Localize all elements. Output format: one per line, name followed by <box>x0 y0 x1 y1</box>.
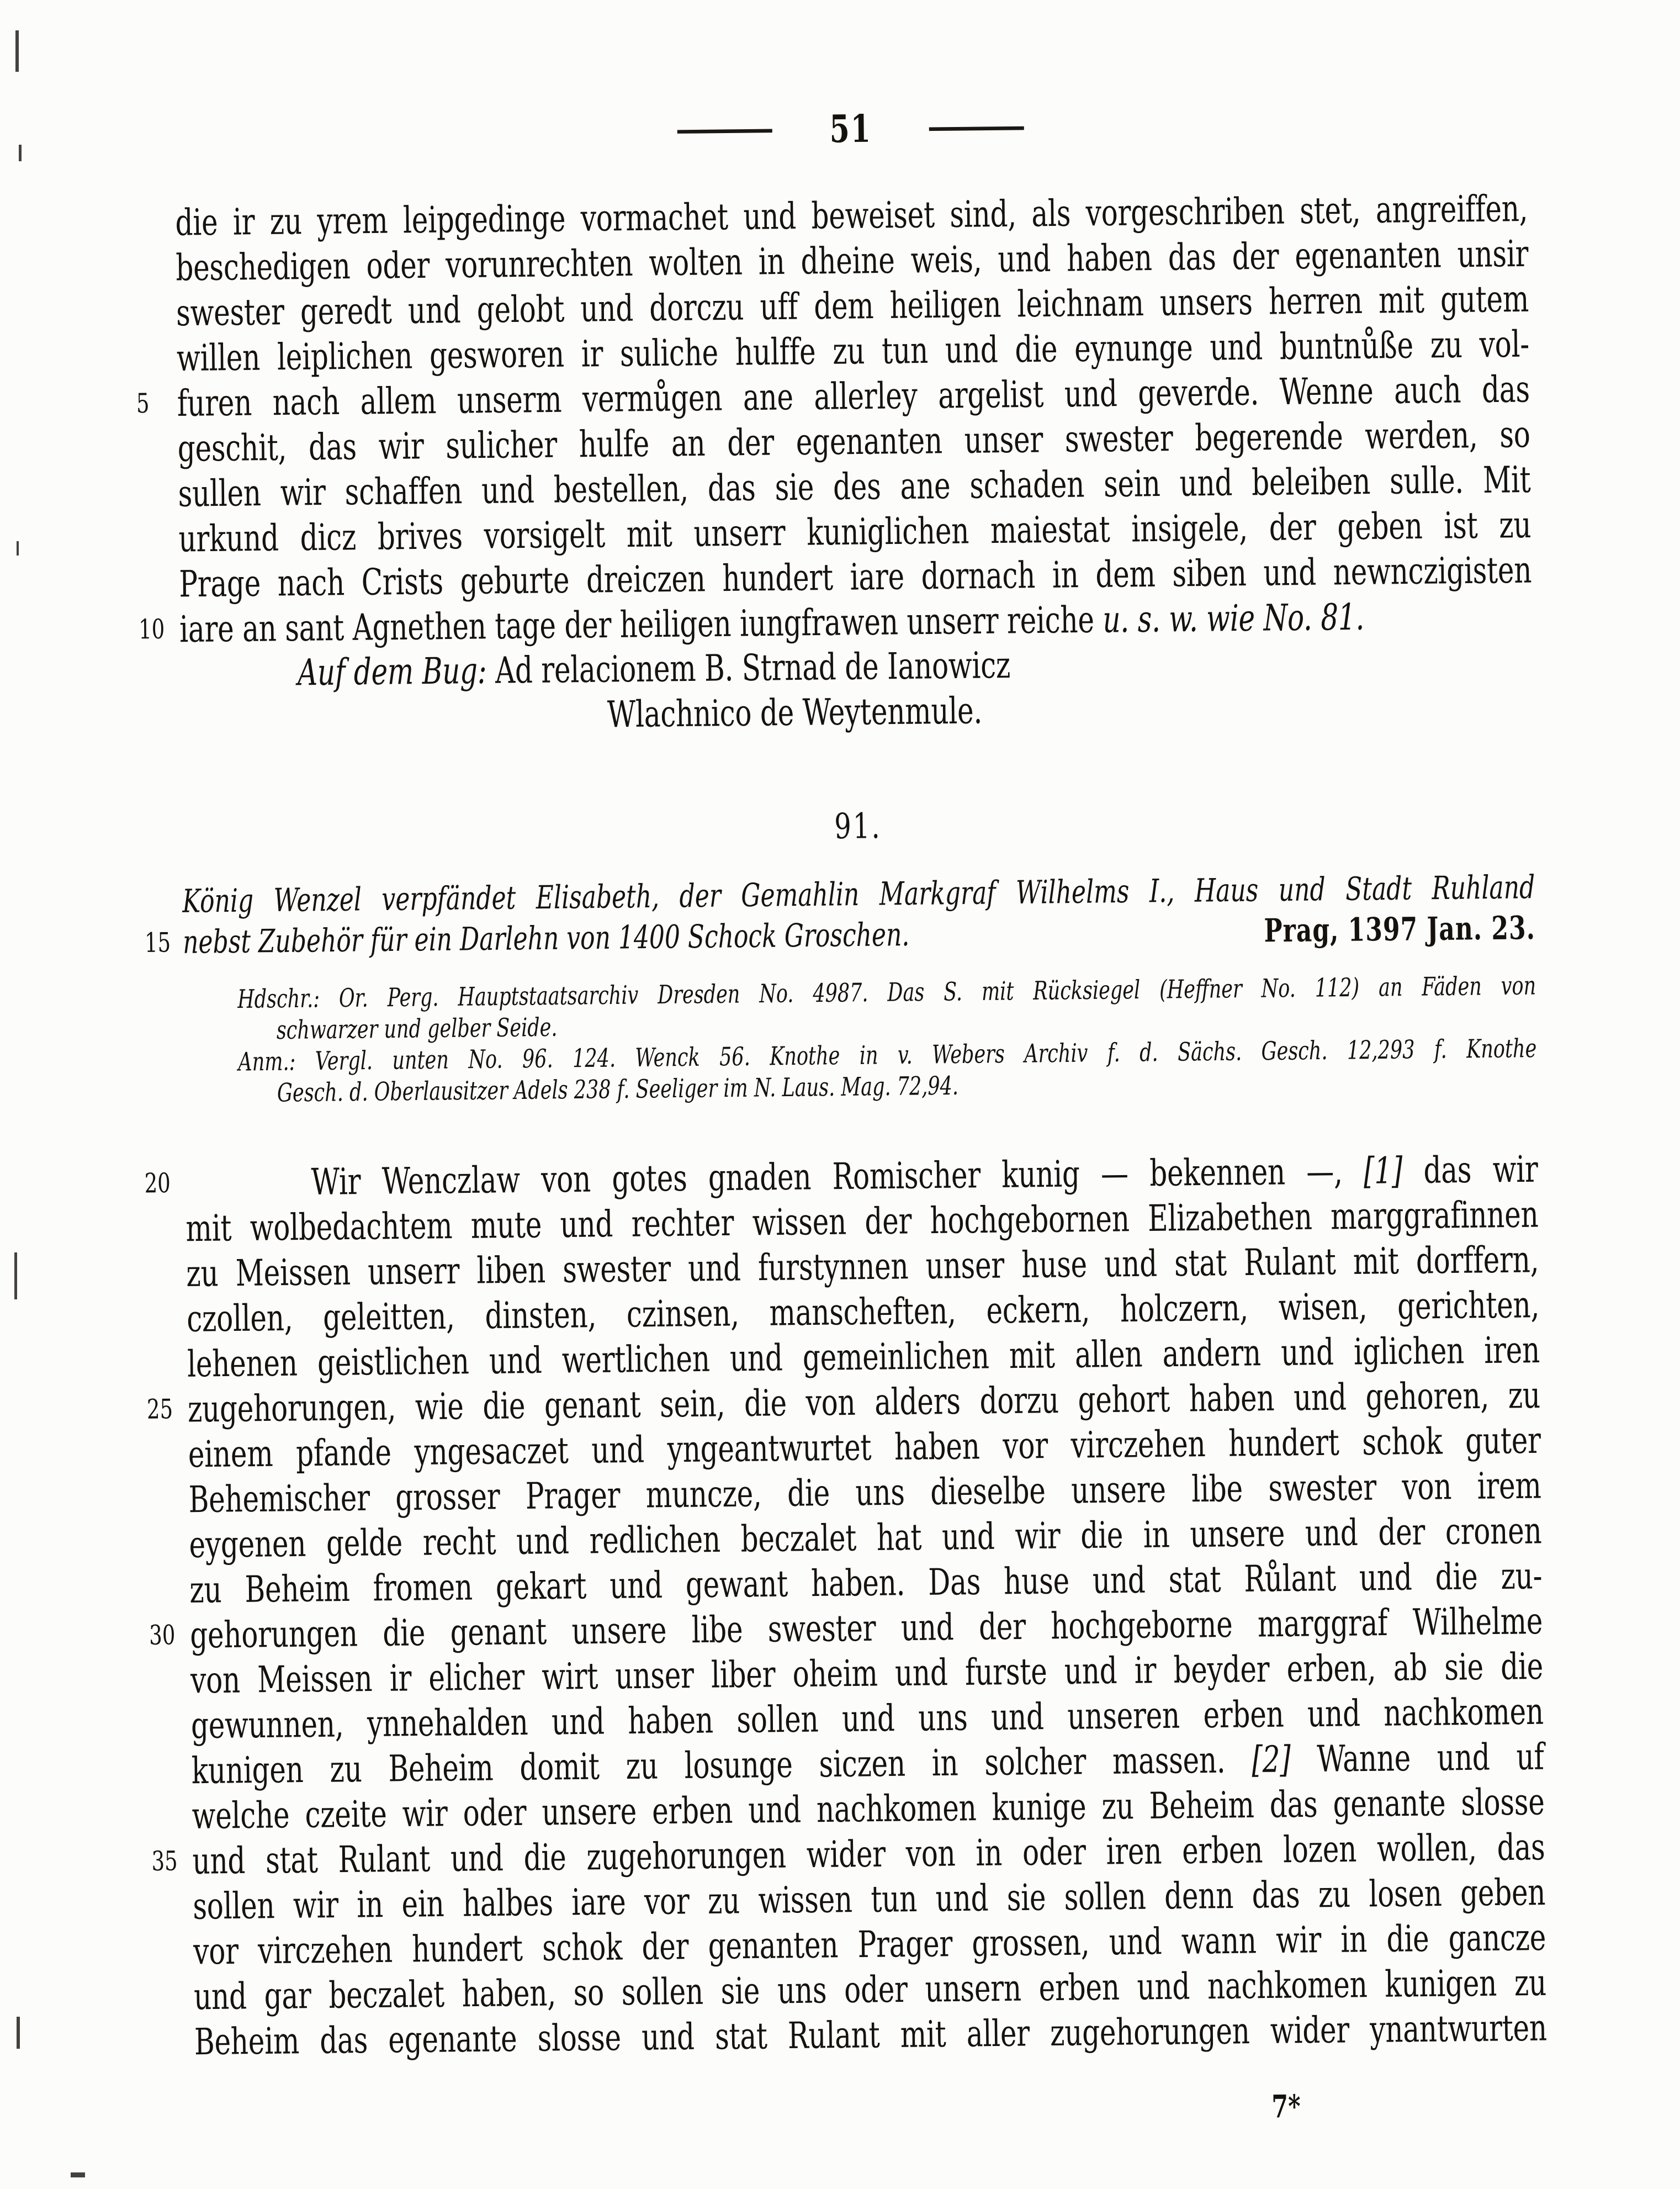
line-number <box>150 1703 179 1704</box>
line-number: 15 <box>144 927 171 959</box>
line-text: vor virczehen hundert schok der genanten Prager grossen, und wann wir in die gancze <box>193 1916 1546 1973</box>
line-text: willen leiplichen gesworen ir suliche hulffe zu tun und die eynunge und buntnůße zu vol- <box>176 322 1530 380</box>
charter-91-text <box>144 1146 1547 2064</box>
line-text: furen nach allem unserm vermůgen ane allerley argelist und geverde. Wenne auch das <box>177 368 1530 425</box>
line-text: iare an sant Agnethen tage der heiligen iungfrawen unserr reiche <box>179 598 1103 651</box>
line-number <box>135 290 164 291</box>
line-text: beschedigen oder vorunrechten wolten in dheine weis, und haben das der egenanten unsir <box>175 232 1529 289</box>
line-text: swester geredt und gelobt und dorczu uff dem heiligen leichnam unsers herren mit gutem <box>176 277 1529 335</box>
line-number <box>153 1974 182 1975</box>
line-number <box>134 200 163 201</box>
regest-summary <box>144 868 1536 963</box>
line-text: die ir zu yrem leipgedinge vormachet und beweiset sind, als vorgeschriben stet, angreiffen, <box>175 187 1528 244</box>
line-text-italic: u. s. w. wie No. 81. <box>1102 596 1365 641</box>
anm-text: Vergl. unten No. 96. 124. Wenck 56. Knothe in v. Webers Archiv f. d. Sächs. Gesch. 12,293 f. Knothe <box>315 1034 1537 1077</box>
line-number <box>145 1251 174 1252</box>
page-header <box>174 101 1527 158</box>
page-number: 51 <box>829 107 872 152</box>
line-text: zu Meissen unserr liben swester und furstynnen unser huse und stat Rulant mit dorffern, <box>186 1238 1539 1295</box>
line-text: zugehorungen, wie die genant sein, die von alders dorzu gehort haben und gehoren, zu <box>187 1374 1541 1431</box>
line-text: Wanne und uf <box>1290 1735 1545 1781</box>
bug-label: Auf dem Bug: <box>297 649 487 694</box>
line-text: welche czeite wir oder unsere erben und nachkomen kunige zu Beheim das genante slosse <box>192 1780 1545 1837</box>
line-text: urkund dicz brives vorsigelt mit unserr kuniglichen maiestat insigele, der geben ist zu <box>178 504 1531 561</box>
line-text: und stat Rulant und die zugehorungen wider von in oder iren erben lozen wollen, das <box>192 1826 1545 1883</box>
line-text: von Meissen ir elicher wirt unser liber oheim und furste und ir beyder erben, ab sie die <box>190 1645 1544 1702</box>
charter-number-heading: 91. <box>834 806 882 847</box>
line-number: 25 <box>146 1393 173 1425</box>
line-text: das wir <box>1402 1148 1538 1192</box>
line-number <box>135 245 163 246</box>
hdschr-label: Hdschr.: <box>237 984 320 1014</box>
line-text: sullen wir schaffen und bestellen, das sie des ane schaden sein und beleiben sulle. Mit <box>178 458 1531 515</box>
line-text: Beheim das egenante slosse und stat Rulant mit aller zugehorungen wider ynantwurten <box>194 2006 1547 2064</box>
hdschr-text-cont: schwarzer und gelber Seide. <box>276 1013 558 1046</box>
line-text: und gar beczalet haben, so sollen sie uns oder unsern erben und nachkomen kunigen zu <box>193 1961 1547 2018</box>
line-text: gehorungen die genant unsere libe swester und der hochgeborne marggraf Wilhelme <box>189 1600 1543 1657</box>
apparatus-notes <box>183 971 1537 1111</box>
line-text: Behemischer grosser Prager muncze, die uns dieselbe unsere libe swester von irem <box>188 1464 1541 1521</box>
line-number <box>147 1477 176 1478</box>
charter-date: Prag, 1397 Jan. 23. <box>1264 910 1536 950</box>
line-text: Wir Wenczlaw von gotes gnaden Romischer kunig — bekennen —, <box>311 1150 1364 1203</box>
bug-text: Ad relacionem B. Strnad de Ianowicz <box>486 644 1011 692</box>
line-number: 10 <box>138 614 165 646</box>
regest-line1: König Wenzel verpfändet Elisabeth, der Gemahlin Markgraf Wilhelms I., Haus und Stadt Ruhland <box>182 869 1535 921</box>
paragraph-mark: [2] <box>1252 1738 1291 1781</box>
line-text: Prage nach Crists geburte dreiczen hundert iare dornach in dem siben und newnczigisten <box>178 549 1532 606</box>
line-text: mit wolbedachtem mute und rechter wissen der hochgebornen Elizabethen marggrafinnen <box>186 1193 1539 1250</box>
charter-90-continuation <box>136 186 1532 652</box>
bug-text-line2: Wlachnico de Weytenmule. <box>607 689 983 736</box>
line-text: einem pfande yngesaczet und yngeantwurtet haben vor virczehen hundert schok guter <box>188 1419 1541 1476</box>
regest-line2: nebst Zubehör für ein Darlehn von 1400 Schock Groschen. <box>182 916 910 961</box>
header-rule-left <box>677 129 772 133</box>
anm-text-cont: Gesch. d. Oberlausitzer Adels 238 f. Seeliger im N. Laus. Mag. 72,94. <box>277 1071 959 1108</box>
line-number: 5 <box>136 388 150 420</box>
line-number: 20 <box>144 1167 171 1199</box>
dorsal-note <box>180 637 1534 742</box>
line-text: czollen, geleitten, dinsten, czinsen, manscheften, eckern, holczern, wisen, gerichten, <box>186 1283 1540 1340</box>
signature-mark: 7* <box>1271 2088 1301 2125</box>
line-text: kunigen zu Beheim domit zu losunge siczen in solcher massen. <box>191 1738 1252 1793</box>
anm-label: Anm.: <box>238 1047 296 1077</box>
line-text: geschit, das wir sulicher hulfe an der egenanten unser swester begerende werden, so <box>177 413 1531 470</box>
line-number: 30 <box>149 1619 176 1651</box>
line-number: 35 <box>151 1845 178 1877</box>
line-number <box>153 2019 182 2020</box>
line-text: sollen wir in ein halbes iare vor zu wissen tun und sie sollen denn das zu losen geben <box>193 1871 1546 1928</box>
line-text: zu Beheim fromen gekart und gewant haben. Das huse und stat Růlant und die zu- <box>189 1554 1543 1611</box>
line-text: gewunnen, ynnehalden und haben sollen und uns und unseren erben und nachkomen <box>190 1690 1544 1747</box>
line-text: lehenen geistlichen und wertlichen und gemeinlichen mit allen andern und iglichen iren <box>187 1329 1540 1386</box>
paragraph-mark: [1] <box>1363 1149 1403 1192</box>
line-text: eygenen gelde recht und redlichen beczalet hat und wir die in unsere und der cronen <box>189 1509 1542 1566</box>
line-number <box>150 1748 179 1749</box>
line-number <box>148 1522 177 1523</box>
line-number <box>137 516 166 517</box>
header-rule-right <box>929 126 1024 130</box>
hdschr-text: Or. Perg. Hauptstaatsarchiv Dresden No. 4987. Das S. mit Rücksiegel (Heffner No. 112) an Fäden von <box>338 971 1536 1014</box>
